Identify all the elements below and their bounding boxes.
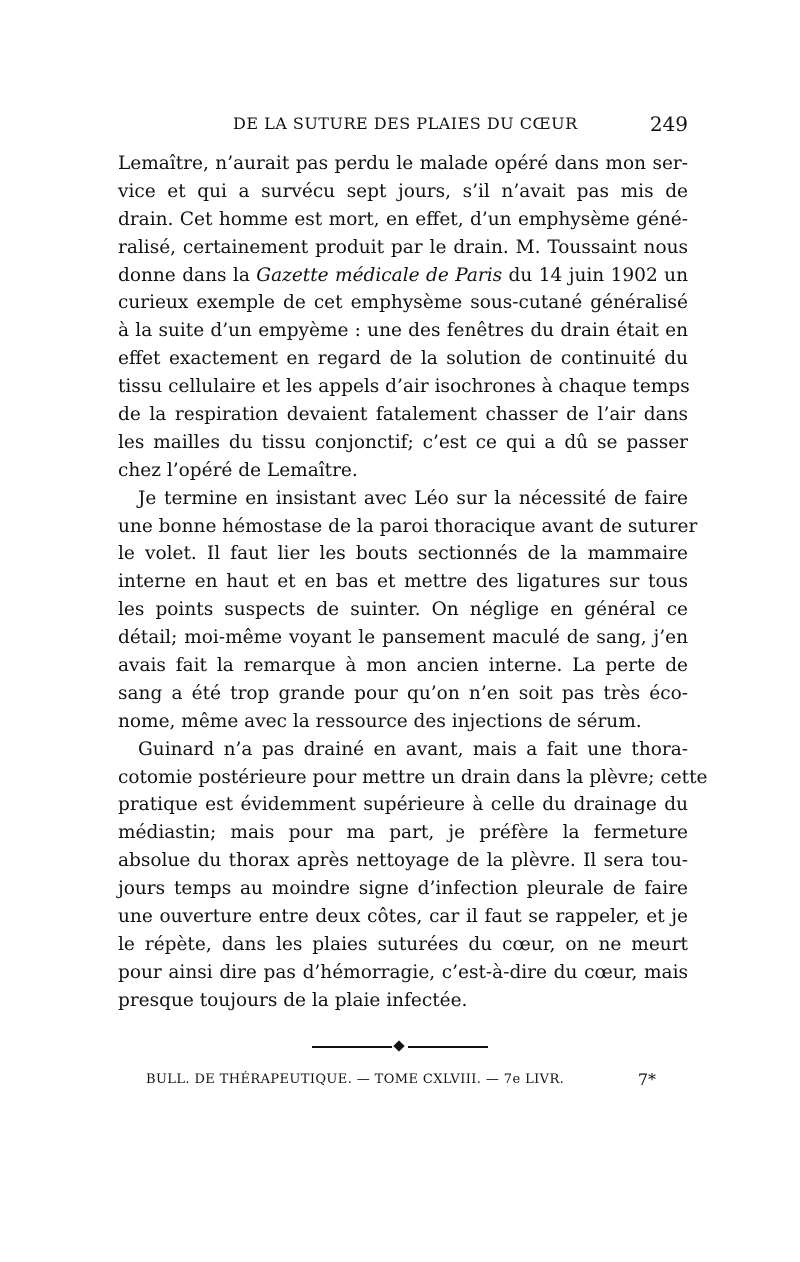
text-line: Guinard n’a pas drainé en avant, mais a fait une thora- xyxy=(138,738,688,760)
text-line: Je termine en insistant avec Léo sur la nécessité de faire xyxy=(138,487,688,509)
text-line: les points suspects de suinter. On néglige en général ce xyxy=(118,599,688,621)
text-line: cotomie postérieure pour mettre un drain dans la plèvre; cette xyxy=(118,766,708,788)
text-line xyxy=(118,262,688,290)
text-line: le répète, dans les plaies suturées du cœur, on ne meurt xyxy=(118,933,688,955)
diamond-ornament-icon xyxy=(393,1040,404,1051)
text-line: Lemaître, n’aurait pas perdu le malade opéré dans mon ser- xyxy=(118,153,688,174)
separator-rule-right xyxy=(408,1046,488,1048)
text-line-start: donne dans la xyxy=(118,264,257,286)
section-separator xyxy=(312,1041,488,1053)
text-line: une ouverture entre deux côtes, car il faut se rappeler, et je xyxy=(118,906,688,928)
text-line: les mailles du tissu conjonctif; c’est ce qui a dû se passer xyxy=(118,431,688,453)
text-line: effet exactement en regard de la solution de continuité du xyxy=(118,348,688,370)
text-line: pratique est évidemment supérieure à celle du drainage du xyxy=(118,794,688,816)
text-line: curieux exemple de cet emphysème sous-cutané généralisé xyxy=(118,292,688,314)
text-line: tissu cellulaire et les appels d’air isochrones à chaque temps xyxy=(118,376,690,398)
running-title: DE LA SUTURE DES PLAIES DU CŒUR xyxy=(233,114,578,133)
text-line: absolue du thorax après nettoyage de la plèvre. Il sera tou- xyxy=(118,850,688,872)
footer-publication: BULL. DE THÉRAPEUTIQUE. — TOME CXLVIII. — 7e LIVR. xyxy=(146,1072,565,1087)
page-number: 249 xyxy=(649,112,688,136)
running-head xyxy=(118,114,688,144)
text-line: de la respiration devaient fatalement chasser de l’air dans xyxy=(118,404,688,426)
text-line: jours temps au moindre signe d’infection pleurale de faire xyxy=(118,878,688,900)
text-line: pour ainsi dire pas d’hémorragie, c’est-à-dire du cœur, mais xyxy=(118,961,688,983)
text-line: à la suite d’un empyème : une des fenêtres du drain était en xyxy=(118,320,688,342)
text-line: chez l’opéré de Lemaître. xyxy=(118,459,358,481)
text-line: ralisé, certainement produit par le drain. M. Toussaint nous xyxy=(118,236,688,258)
text-line: drain. Cet homme est mort, en effet, d’un emphysème géné- xyxy=(118,208,688,230)
separator-rule-left xyxy=(312,1046,392,1048)
text-line: interne en haut et en bas et mettre des ligatures sur tous xyxy=(118,571,688,593)
text-line: avais fait la remarque à mon ancien interne. La perte de xyxy=(118,655,688,677)
body-text xyxy=(118,150,708,1015)
text-line: nome, même avec la ressource des injections de sérum. xyxy=(118,710,642,732)
text-line: presque toujours de la plaie infectée. xyxy=(118,989,468,1011)
text-line: sang a été trop grande pour qu’on n’en soit pas très éco- xyxy=(118,682,688,704)
text-line: médiastin; mais pour ma part, je préfère la fermeture xyxy=(118,822,688,844)
signature-mark: 7* xyxy=(637,1070,656,1089)
text-line-end: du 14 juin 1902 un xyxy=(502,264,688,286)
footer xyxy=(146,1072,656,1096)
text-line: détail; moi-même voyant le pansement maculé de sang, j’en xyxy=(118,627,688,649)
text-line: une bonne hémostase de la paroi thoracique avant de suturer xyxy=(118,515,698,537)
text-line: le volet. Il faut lier les bouts sectionnés de la mammaire xyxy=(118,543,688,565)
journal-title: Gazette médicale de Paris xyxy=(256,264,503,286)
text-line: vice et qui a survécu sept jours, s’il n’avait pas mis de xyxy=(118,180,688,202)
